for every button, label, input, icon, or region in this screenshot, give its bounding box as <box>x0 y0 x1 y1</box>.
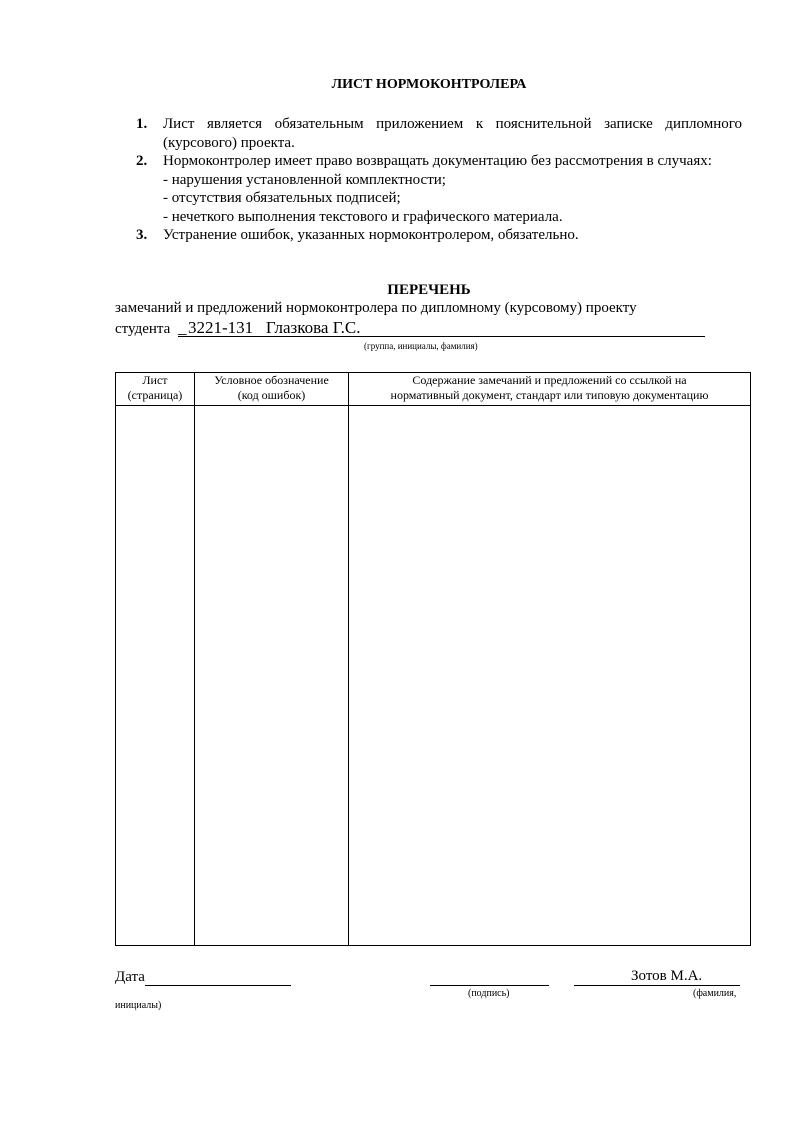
controller-name: Зотов М.А. <box>631 968 703 984</box>
return-case-2: - отсутствия обязательных подписей; <box>163 190 401 206</box>
return-case-3: - нечеткого выполнения текстового и графического материала. <box>163 208 563 225</box>
rule-number: 2. <box>136 153 148 169</box>
remarks-cell <box>349 406 751 946</box>
header-line: Лист <box>142 373 168 387</box>
rule-text: Устранение ошибок, указанных нормоконтролером, обязательно. <box>163 227 579 243</box>
student-caption: (группа, инициалы, фамилия) <box>364 341 478 351</box>
header-line: Содержание замечаний и предложений со ссылкой на <box>412 373 687 387</box>
header-line: нормативный документ, стандарт или типовую документацию <box>390 388 709 402</box>
signature-underline <box>430 985 549 986</box>
table-body-row <box>116 406 751 946</box>
rule-number: 3. <box>136 227 148 243</box>
header-error-code <box>195 373 349 406</box>
rule-item-2 <box>136 152 742 226</box>
remarks-table <box>115 372 751 946</box>
rule-item-3 <box>136 226 742 245</box>
rule-item-1 <box>136 115 742 152</box>
name-caption: (фамилия, <box>693 988 737 999</box>
date-underline <box>145 970 291 986</box>
signature-caption: (подпись) <box>468 988 510 999</box>
sheet-cell <box>116 406 195 946</box>
name-caption-continued: инициалы) <box>115 1000 162 1011</box>
header-line: (страница) <box>127 388 183 402</box>
student-lead-underscore: _ <box>178 318 187 337</box>
header-line: (код ошибок) <box>237 388 306 402</box>
table-header-row <box>116 373 751 406</box>
student-label: студента <box>115 321 171 337</box>
rules-list <box>136 115 742 245</box>
list-heading: ПЕРЕЧЕНЬ <box>387 282 471 298</box>
rule-number: 1. <box>136 116 148 132</box>
student-field <box>115 318 715 340</box>
error-code-cell <box>195 406 349 946</box>
list-subtitle: замечаний и предложений нормоконтролера по дипломному (курсовому) проекту <box>115 300 637 316</box>
name-underline <box>574 985 740 986</box>
rule-text: Лист является обязательным приложением к пояснительной записке дипломного (курсового) проекта. <box>163 116 742 151</box>
document-title: ЛИСТ НОРМОКОНТРОЛЕРА <box>331 77 527 92</box>
rule-text: Нормоконтролер имеет право возвращать документацию без рассмотрения в случаях: <box>163 153 712 169</box>
rule-text-block <box>163 152 742 226</box>
header-line: Условное обозначение <box>214 373 329 387</box>
date-label: Дата <box>115 969 145 985</box>
header-sheet <box>116 373 195 406</box>
date-field <box>115 969 291 986</box>
student-value: 3221-131 Глазкова Г.С. <box>188 318 361 337</box>
header-remarks <box>349 373 751 406</box>
return-case-1: - нарушения установленной комплектности; <box>163 171 446 188</box>
